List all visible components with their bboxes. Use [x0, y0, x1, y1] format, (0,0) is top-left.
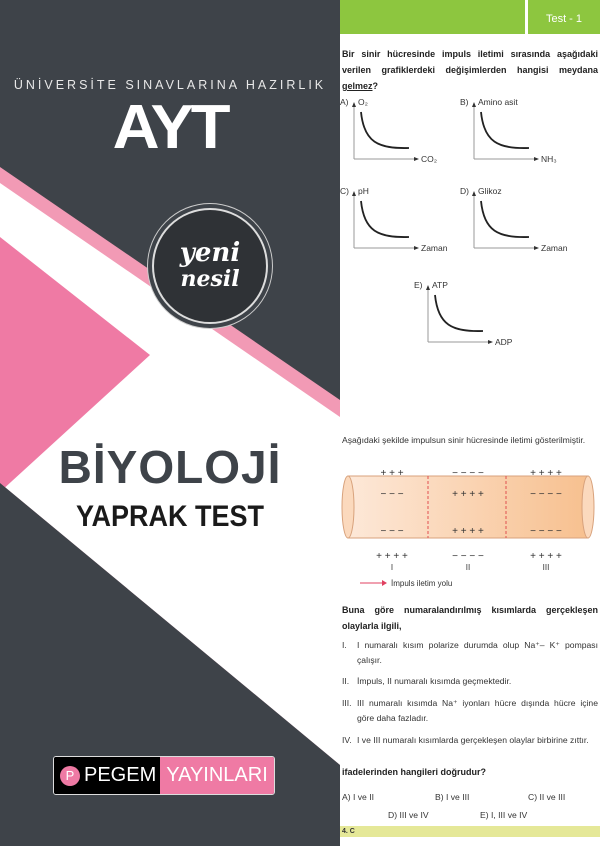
header-bar	[340, 0, 525, 34]
diagram-legend: İmpuls iletim yolu	[391, 579, 453, 588]
graph-option-e[interactable]	[414, 280, 539, 362]
publisher-name: PEGEM	[84, 764, 157, 786]
q1-main: Bir sinir hücresinde impuls iletimi sırasında aşağıdaki verilen grafiklerdeki değişimlerden hangisi meydana	[342, 49, 598, 75]
graph-option-c[interactable]	[340, 186, 465, 268]
question-1-text	[342, 46, 598, 94]
y-axis-label: ATP	[432, 280, 448, 290]
x-axis-label: Zaman	[421, 243, 448, 253]
y-axis-label: O₂	[358, 97, 368, 107]
section-label-2: II	[465, 563, 471, 572]
cover-subject: BİYOLOJİ	[58, 441, 282, 493]
option-letter: E)	[414, 280, 423, 290]
charge-signs: + + +	[380, 468, 404, 479]
statement-3	[342, 696, 598, 726]
statement-text: III numaralı kısımda Na⁺ iyonları hücre dışında hücre içine göre daha fazladır.	[357, 698, 598, 723]
choice-e[interactable]: E) I, III ve IV	[480, 810, 528, 820]
y-axis-label: Glikoz	[478, 186, 502, 196]
charge-signs: − − − −	[452, 468, 484, 479]
charge-signs: + + + +	[452, 526, 484, 537]
choice-d[interactable]: D) III ve IV	[388, 810, 429, 820]
charge-signs: + + + +	[530, 468, 562, 479]
option-letter: C)	[340, 186, 349, 196]
charge-signs: + + + +	[530, 551, 562, 562]
cover-exam-title: AYT	[112, 93, 228, 162]
statement-4	[342, 733, 598, 748]
option-letter: A)	[340, 97, 349, 107]
option-letter: B)	[460, 97, 469, 107]
charge-signs: − − −	[380, 489, 404, 500]
graph-plot	[414, 280, 539, 360]
graph-plot	[340, 186, 465, 266]
statement-text: I numaralı kısım polarize durumda olup Na⁺– K⁺ pompası çalışır.	[357, 640, 598, 665]
choice-b[interactable]: B) I ve III	[435, 792, 470, 802]
pegem-logo-icon: P	[60, 766, 80, 786]
charge-signs: − − − −	[530, 526, 562, 537]
y-axis-label: pH	[358, 186, 369, 196]
statement-number: IV.	[342, 735, 352, 745]
neuron-diagram	[340, 466, 600, 591]
x-axis-label: Zaman	[541, 243, 568, 253]
statement-1	[342, 638, 598, 668]
question-2-stem: Buna göre numaralandırılmış kısımlarda gerçekleşen olaylarla ilgili,	[342, 605, 598, 631]
question-2-ask: ifadelerinden hangileri doğrudur?	[342, 767, 487, 777]
choice-a[interactable]: A) I ve II	[342, 792, 374, 802]
graph-option-b[interactable]	[460, 97, 585, 179]
charge-signs: − − − −	[530, 489, 562, 500]
section-label-1: I	[390, 563, 394, 572]
graph-option-a[interactable]	[340, 97, 465, 179]
x-axis-label: CO₂	[421, 154, 438, 164]
badge-line2: nesil	[180, 266, 240, 292]
section-label-3: III	[542, 563, 550, 572]
test-label: Test - 1	[528, 0, 600, 34]
yeni-nesil-badge	[152, 208, 268, 324]
question-2-intro: Aşağıdaki şekilde impulsun sinir hücresinde iletimi gösterilmiştir.	[342, 435, 586, 445]
y-axis-label: Amino asit	[478, 97, 518, 107]
x-axis-label: NH₃	[541, 154, 557, 164]
statement-number: II.	[342, 676, 350, 686]
charge-signs: + + + +	[452, 489, 484, 500]
q1-negation: gelmez	[342, 81, 373, 91]
cover-series: YAPRAK TEST	[75, 500, 265, 533]
graph-plot	[340, 97, 465, 177]
charge-signs: − − − −	[452, 551, 484, 562]
publisher-logo	[53, 756, 275, 795]
charge-signs: + + + +	[376, 551, 408, 562]
graph-option-d[interactable]	[460, 186, 585, 268]
cover-subtitle: ÜNİVERSİTE SINAVLARINA HAZIRLIK	[13, 78, 327, 92]
q1-end: ?	[372, 81, 379, 91]
badge-line1: yeni	[179, 238, 241, 268]
statement-text: I ve III numaralı kısımlarda gerçekleşen olaylar birbirine zıttır.	[357, 735, 589, 745]
statement-number: I.	[342, 640, 347, 650]
statement-2	[342, 674, 598, 689]
statement-number: III.	[342, 698, 352, 708]
test-page	[340, 0, 600, 846]
statement-text: İmpuls, II numaralı kısımda geçmektedir.	[357, 676, 512, 686]
graph-plot	[460, 186, 585, 266]
publisher-suffix: YAYINLARI	[160, 757, 274, 794]
graph-plot	[460, 97, 585, 177]
option-letter: D)	[460, 186, 469, 196]
x-axis-label: ADP	[495, 337, 513, 347]
answer-key: 4. C	[340, 826, 600, 837]
choice-c[interactable]: C) II ve III	[528, 792, 566, 802]
charge-signs: − − −	[380, 526, 404, 537]
